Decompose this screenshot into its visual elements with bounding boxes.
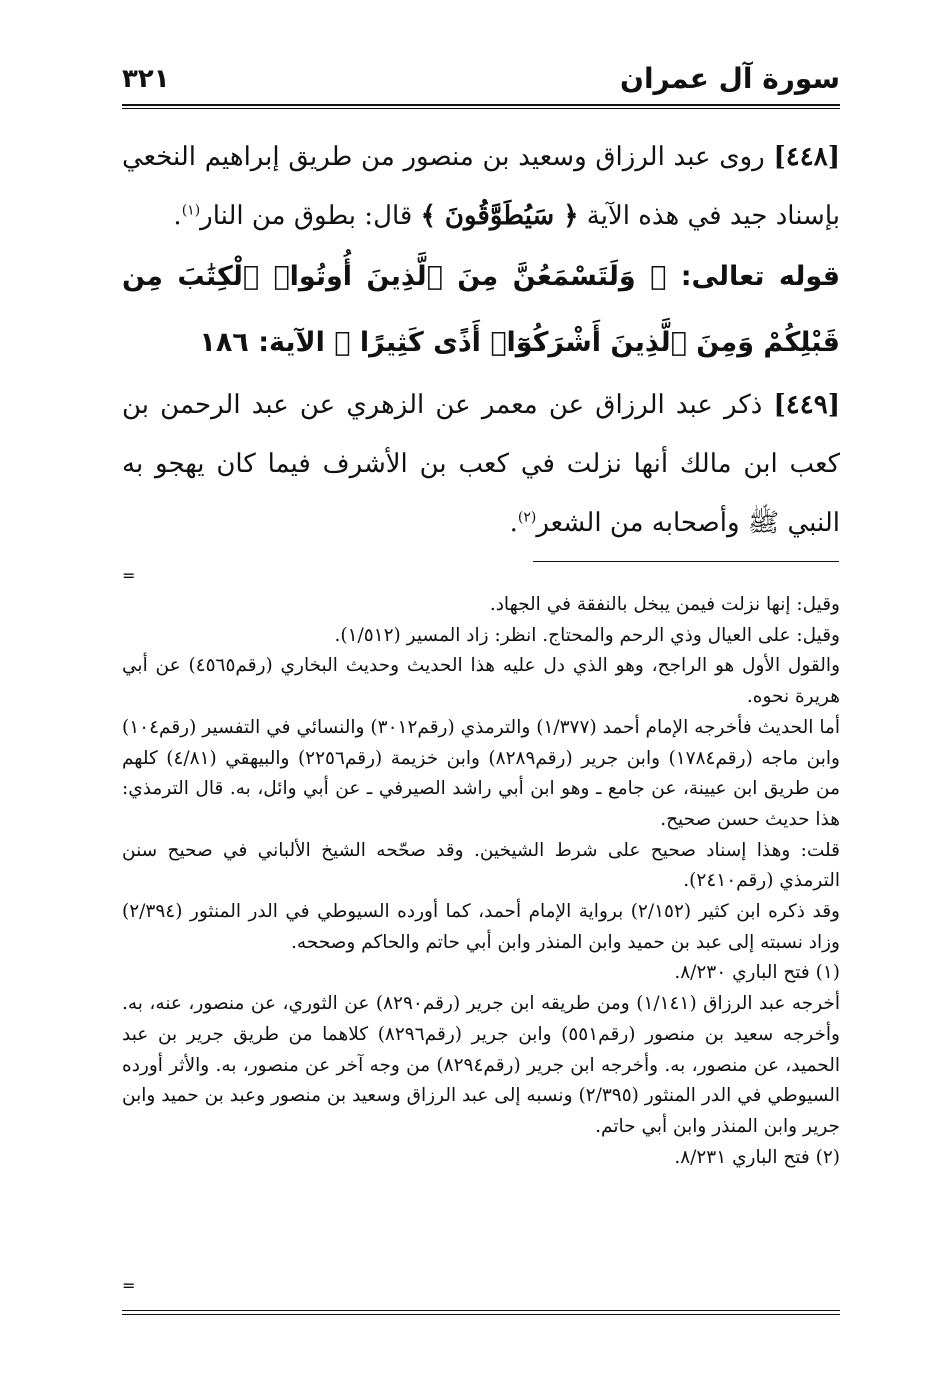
punctuation: . [173, 201, 182, 231]
footer-rule-thin [122, 1314, 840, 1315]
punctuation: . [509, 508, 518, 538]
footer-rule [122, 1310, 840, 1311]
footnote-1 [122, 958, 840, 989]
header-rule-thin [122, 108, 840, 109]
paragraph-number: [٤٤٨] [773, 142, 841, 172]
footnote-number: (١) [815, 962, 840, 984]
continuation-mark: = [122, 566, 136, 585]
footnote-ref: (١) [181, 202, 201, 219]
paragraph-449 [122, 376, 840, 553]
footnote-ref: (٢) [517, 509, 537, 526]
footnote-separator [533, 561, 839, 562]
page-header [122, 62, 840, 106]
footnote-1-text: أخرجه عبد الرزاق (١/١٤١) ومن طريقه ابن جرير (رقم٨٢٩٠) عن الثوري، عن منصور، عنه، به. وأخرجه سعيد بن منصور (رقم٥٥١) وابن جرير (رقم٨٢٩٦) كلاهما من طريق جرير بن عبد الحميد، عن منصور، به. وأخرجه ابن جرير (رقم٨٢٩٤) من وجه آخر عن منصور، به. والأثر أورده السيوطي في الدر المنثور (٢/٣٩٥) ونسبه إلى عبد الرزاق وسعيد بن منصور وعبد بن حميد وابن جرير وابن المنذر وابن أبي حاتم. [122, 993, 840, 1137]
footnote-line: وقيل: على العيال وذي الرحم والمحتاج. انظر: زاد المسير (١/٥١٢). [334, 624, 840, 646]
paragraph-text: ذكر عبد الرزاق عن معمر عن الزهري عن عبد الرحمن بن كعب ابن مالك أنها نزلت في كعب بن الأشرف فيما كان يهجو به النبي ﷺ وأصحابه من الشعر [122, 390, 840, 538]
quran-quote: ﴿ سَيُطَوَّقُونَ ﴾ [420, 201, 579, 231]
footnote-line: أما الحديث فأخرجه الإمام أحمد (١/٣٧٧) والترمذي (رقم٣٠١٢) والنسائي في التفسير (رقم١٠٤) وابن ماجه (رقم١٧٨٤) وابن جرير (رقم٨٢٨٩) وابن خزيمة (رقم٢٢٥٦) والبيهقي (٤/٨١) كلهم من طريق ابن عيينة، عن جامع ـ وهو ابن أبي راشد الصيرفي ـ عن أبي وائل، به. قال الترمذي: هذا حديث حسن صحيح. [122, 716, 841, 830]
paragraph-number: [٤٤٩] [773, 390, 841, 420]
paragraph-text: قال: بطوق من النار [200, 201, 413, 231]
footnote-line: وقد ذكره ابن كثير (٢/١٥٢) برواية الإمام أحمد، كما أورده السيوطي في الدر المنثور (٢/٣٩٤) وزاد نسبته إلى عبد بن حميد وابن المنذر وابن أبي حاتم والحاكم وصححه. [122, 901, 840, 953]
verse-intro: قوله تعالى: [680, 261, 840, 292]
footnote-source: فتح الباري ٨/٢٣١. [674, 1146, 810, 1168]
continuation-mark: = [122, 1276, 136, 1295]
footnote-line: والقول الأول هو الراجح، وهو الذي دل عليه هذا الحديث وحديث البخاري (رقم٤٥٦٥) عن أبي هريرة نحوه. [122, 655, 841, 708]
header-rule [122, 104, 840, 106]
footnote-line: قلت: وهذا إسناد صحيح على شرط الشيخين. وقد صحّحه الشيخ الألباني في صحيح سنن الترمذي (رقم٢٤١٠). [122, 839, 840, 892]
footnote-line: وقيل: إنها نزلت فيمن يبخل بالنفقة في الجهاد. [489, 594, 840, 615]
footnote-number: (٢) [815, 1146, 840, 1168]
footnotes [122, 590, 840, 1173]
paragraph-text: روى عبد الرزاق وسعيد بن منصور من طريق إبراهيم النخعي بإسناد جيد في هذه الآية [122, 142, 840, 231]
footnote-source: فتح الباري ٨/٢٣٠. [674, 962, 810, 984]
paragraph-448 [122, 128, 840, 246]
footnote-2 [122, 1143, 840, 1174]
page-number: ٣٢١ [122, 64, 170, 94]
surah-title: سورة آل عمران [620, 62, 840, 95]
verse-heading [122, 244, 840, 376]
quran-verse: ﴿ وَلَتَسْمَعُنَّ مِنَ ٱلَّذِينَ أُوتُوا۟ ٱلْكِتَٰبَ مِن قَبْلِكُمْ وَمِنَ ٱلَّذِينَ أَشْرَكُوٓا۟ أَذًى كَثِيرًا ﴾ [122, 261, 840, 358]
ayah-label: الآية: ١٨٦ [199, 327, 325, 358]
